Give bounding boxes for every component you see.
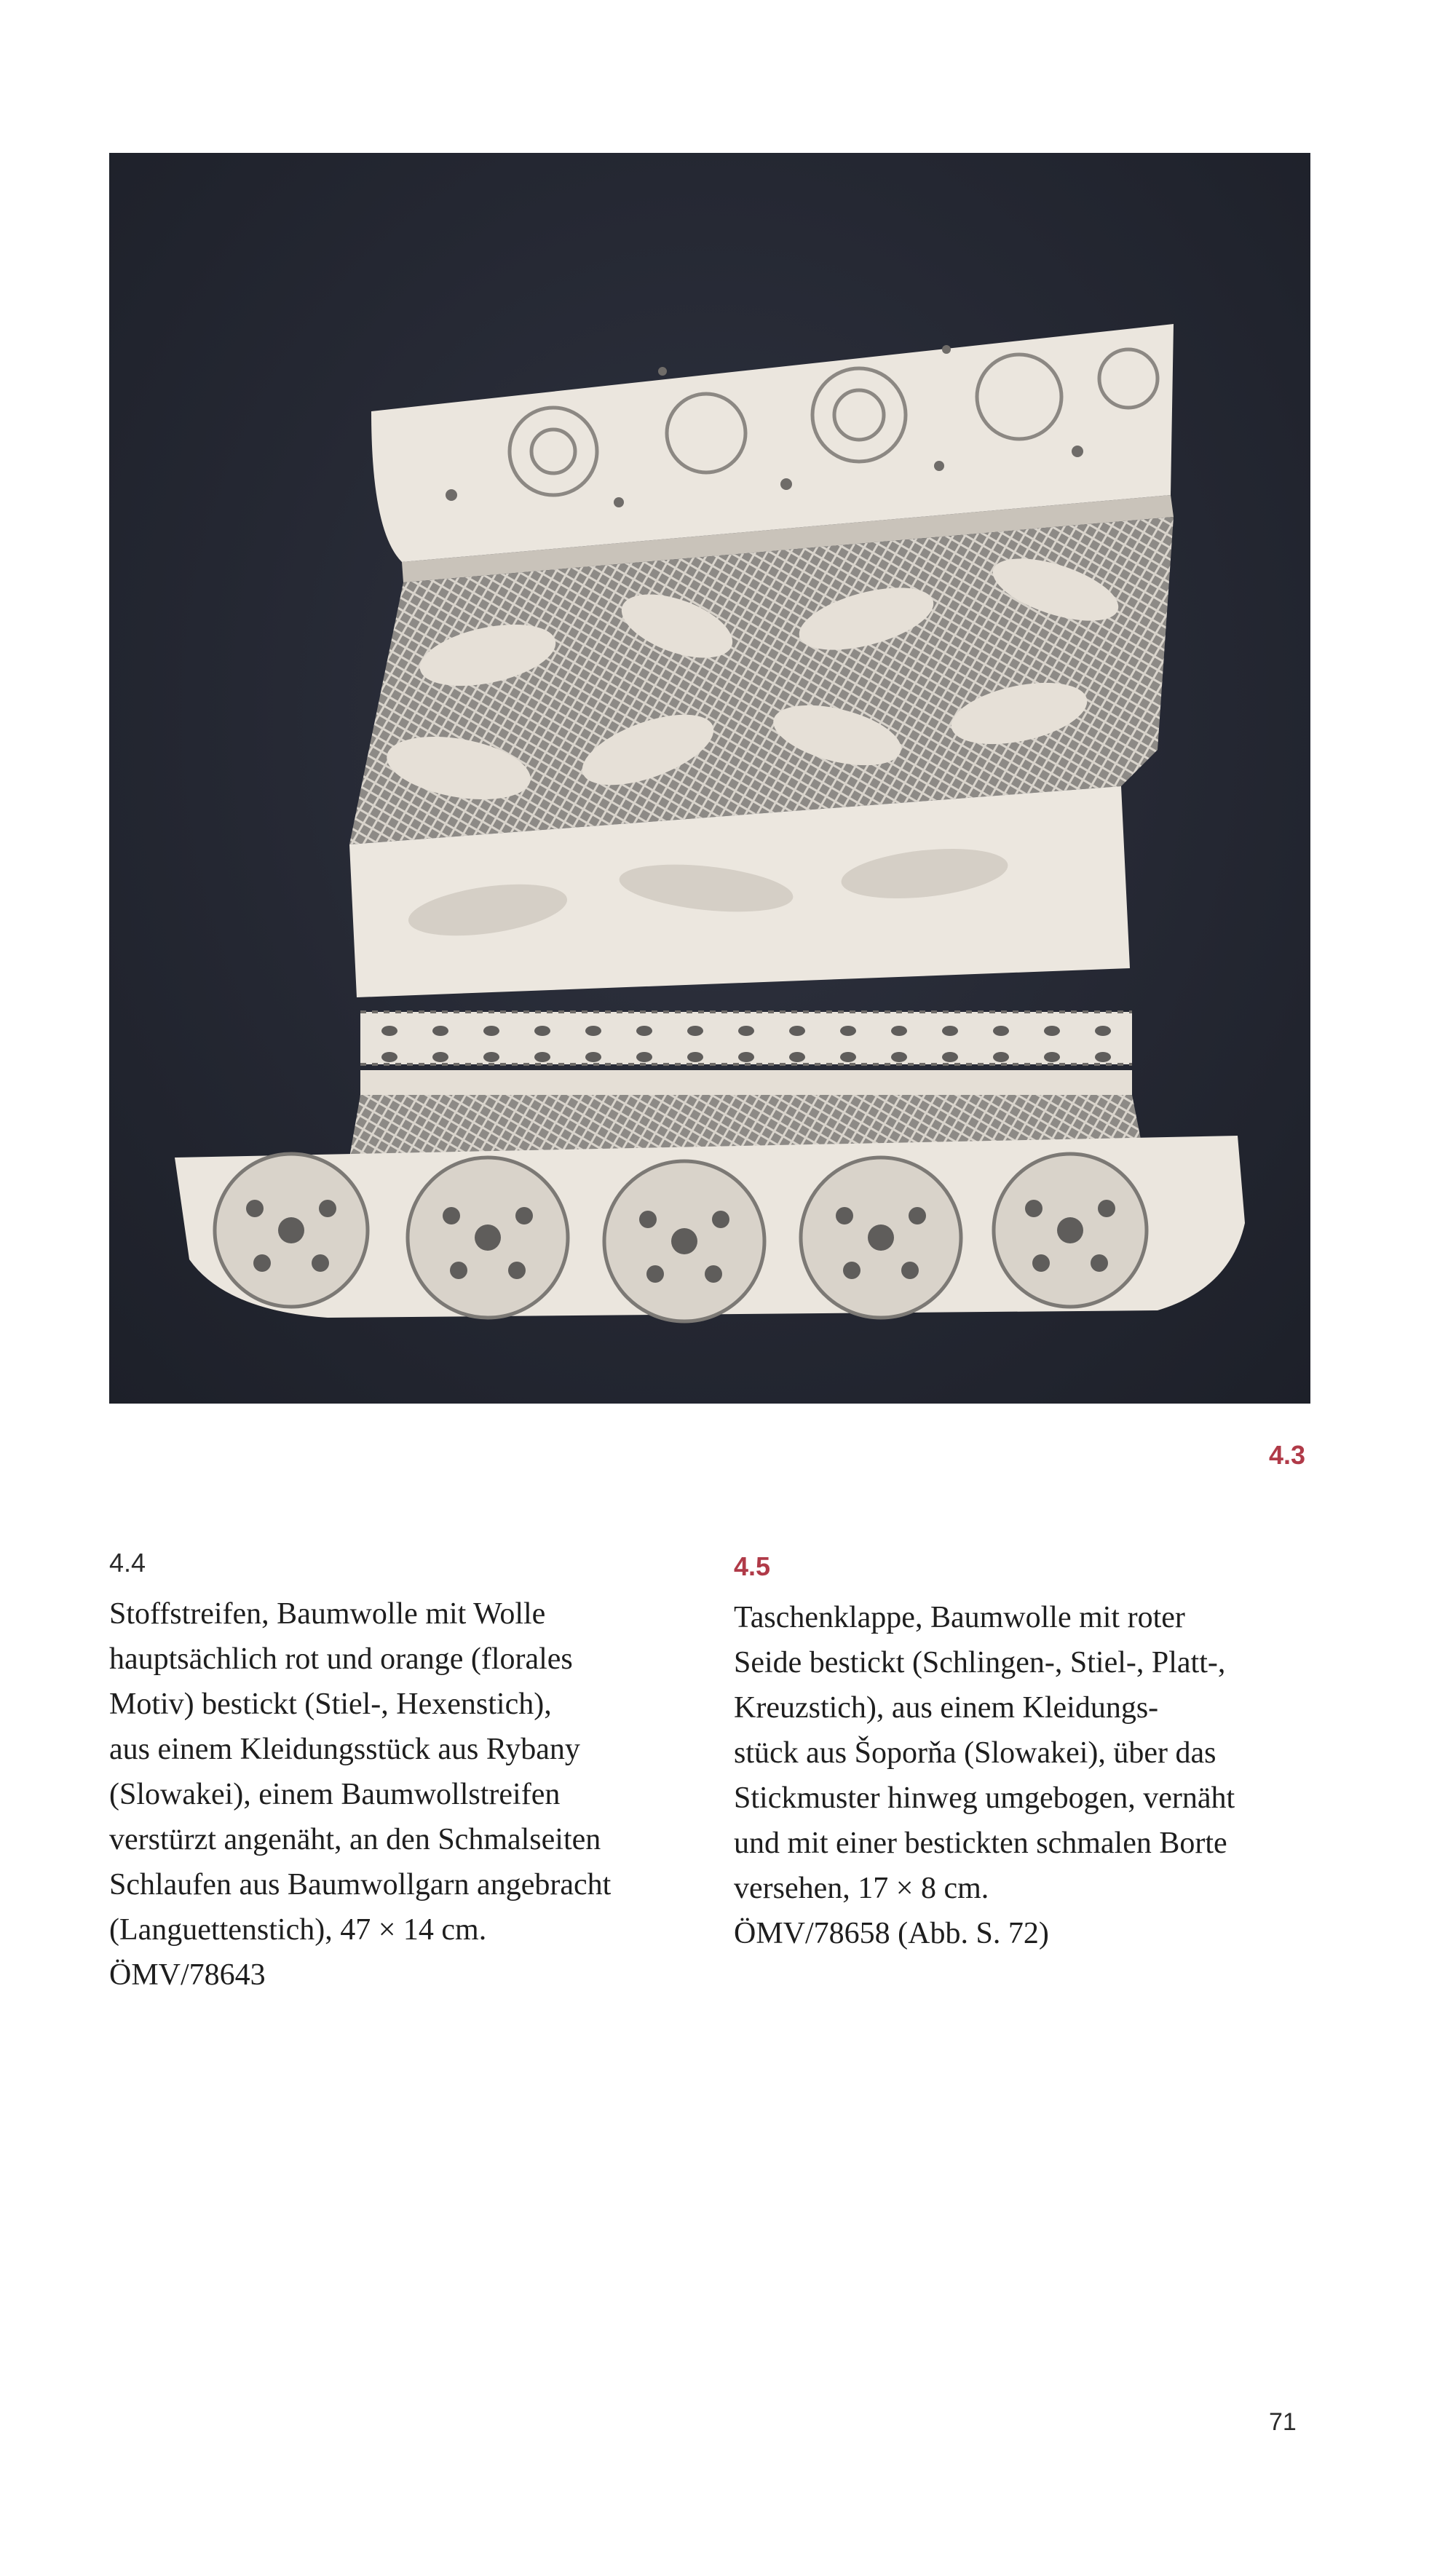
caption-line: versehen, 17 × 8 cm. (734, 1872, 989, 1905)
caption-line: Stickmuster hinweg umgebogen, vernäht (734, 1781, 1235, 1815)
caption-line: stück aus Šoporňa (Slowakei), über das (734, 1736, 1216, 1770)
caption-line: und mit einer bestickten schmalen Borte (734, 1827, 1227, 1860)
caption-line: (Slowakei), einem Baumwollstreifen (109, 1778, 561, 1811)
inventory-number: ÖMV/78658 (Abb. S. 72) (734, 1917, 1049, 1950)
figure-number-4-3: 4.3 (1269, 1440, 1306, 1470)
lace-rosette-border (175, 1136, 1245, 1321)
page-number: 71 (1269, 2408, 1297, 2436)
caption-line: Kreuzstich), aus einem Kleidungs- (734, 1691, 1159, 1725)
caption-line: verstürzt angenäht, an den Schmalseiten (109, 1823, 601, 1856)
caption-line: hauptsächlich rot und orange (florales (109, 1642, 573, 1676)
caption-line: Schlaufen aus Baumwollgarn angebracht (109, 1868, 612, 1902)
lace-photo (109, 153, 1310, 1404)
entry-number-4-5: 4.5 (734, 1551, 771, 1581)
inventory-number: ÖMV/78643 (109, 1958, 266, 1992)
caption-line: aus einem Kleidungsstück aus Rybany (109, 1733, 580, 1766)
caption-4-5 (734, 1595, 1338, 1956)
caption-line: Stoffstreifen, Baumwolle mit Wolle (109, 1597, 546, 1631)
caption-line: Taschenklappe, Baumwolle mit roter (734, 1601, 1185, 1634)
caption-4-4 (109, 1591, 713, 1998)
caption-line: Seide bestickt (Schlingen-, Stiel-, Platt-, (734, 1646, 1226, 1679)
caption-line: Motiv) bestickt (Stiel-, Hexenstich), (109, 1687, 552, 1721)
entry-number-4-4: 4.4 (109, 1548, 146, 1578)
caption-line: (Languettenstich), 47 × 14 cm. (109, 1913, 487, 1947)
